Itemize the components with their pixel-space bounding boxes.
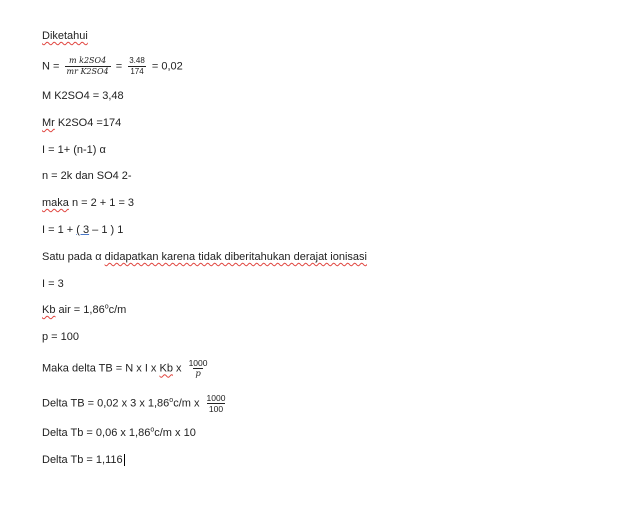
- mr-k2so4-line: [42, 116, 121, 130]
- delta1-unit: c/m x: [173, 397, 200, 410]
- spellcheck-word: Diketahui: [42, 30, 88, 42]
- fraction-denominator: p: [195, 369, 201, 379]
- spellcheck-word: Kb: [42, 304, 56, 316]
- fraction-1000-over-100: [205, 393, 228, 414]
- maka-delta-x: x: [172, 362, 182, 375]
- spellcheck-word: Mr: [42, 117, 55, 129]
- delta2-pre: Delta Tb = 0,06 x 1,86: [42, 427, 151, 439]
- fraction-numerator: 1000: [188, 358, 208, 368]
- fraction-numerator: 3.48: [129, 56, 145, 65]
- mass-k2so4-line: M K2SO4 = 3,48: [42, 90, 124, 102]
- maka-delta-line: [42, 358, 212, 379]
- i-calc-paren: ( 3: [76, 224, 90, 236]
- degree-symbol: o: [104, 303, 109, 311]
- delta-tb-3-line[interactable]: [42, 453, 125, 467]
- i-calc-pre: I = 1 +: [42, 224, 77, 236]
- vant-hoff-formula-line: I = 1+ (n-1) α: [42, 144, 106, 156]
- spellcheck-word: Kb: [159, 362, 173, 375]
- maka-n-text: n = 2 + 1 = 3: [68, 197, 135, 209]
- delta-tb-1-line: [42, 393, 229, 414]
- spellcheck-word: maka: [42, 197, 69, 209]
- satu-pre: Satu pada α: [42, 251, 105, 263]
- maka-delta-pre: Maka delta TB = N x I x: [42, 362, 160, 375]
- text-cursor: [124, 454, 125, 466]
- p-value-line: p = 100: [42, 331, 80, 343]
- i-calculation-line: [42, 223, 123, 237]
- kb-unit: c/m: [108, 304, 127, 316]
- formula-n-eq: =: [115, 60, 123, 73]
- delta-tb-2-line: [42, 426, 196, 440]
- spellcheck-phrase: didapatkan karena tidak diberitahukan derajat ionisasi: [104, 251, 367, 263]
- heading-diketahui: [42, 29, 88, 43]
- fraction-numerator: 1000: [206, 393, 226, 403]
- delta3-text: Delta Tb = 1,116: [42, 454, 123, 466]
- i-calc-post: – 1 ) 1: [89, 224, 124, 236]
- delta1-pre: Delta TB = 0,02 x 3 x 1,86: [42, 397, 170, 410]
- formula-n-lhs: N =: [42, 60, 60, 73]
- kb-air-text: air = 1,86: [55, 304, 105, 316]
- fraction-numerator: m k2SO4: [68, 56, 107, 65]
- degree-symbol: o: [169, 396, 174, 404]
- satu-pada-line: [42, 250, 367, 264]
- fraction-denominator: 174: [130, 67, 144, 76]
- degree-symbol: o: [150, 426, 155, 434]
- mr-k2so4-text: K2SO4 =174: [54, 117, 122, 129]
- fraction-denominator: 100: [208, 404, 224, 414]
- formula-n-result: = 0,02: [151, 60, 183, 73]
- formula-n-line: [42, 56, 183, 77]
- fraction-mass-over-mr: [65, 56, 111, 77]
- delta2-post: c/m x 10: [154, 427, 196, 439]
- fraction-values: [127, 56, 147, 77]
- i-value-line: I = 3: [42, 278, 64, 290]
- fraction-1000-over-p: [187, 358, 210, 379]
- maka-n-line: [42, 196, 134, 210]
- fraction-denominator: mr K2SO4: [66, 67, 109, 76]
- kb-air-line: [42, 303, 126, 317]
- n-definition-line: n = 2k dan SO4 2-: [42, 170, 132, 182]
